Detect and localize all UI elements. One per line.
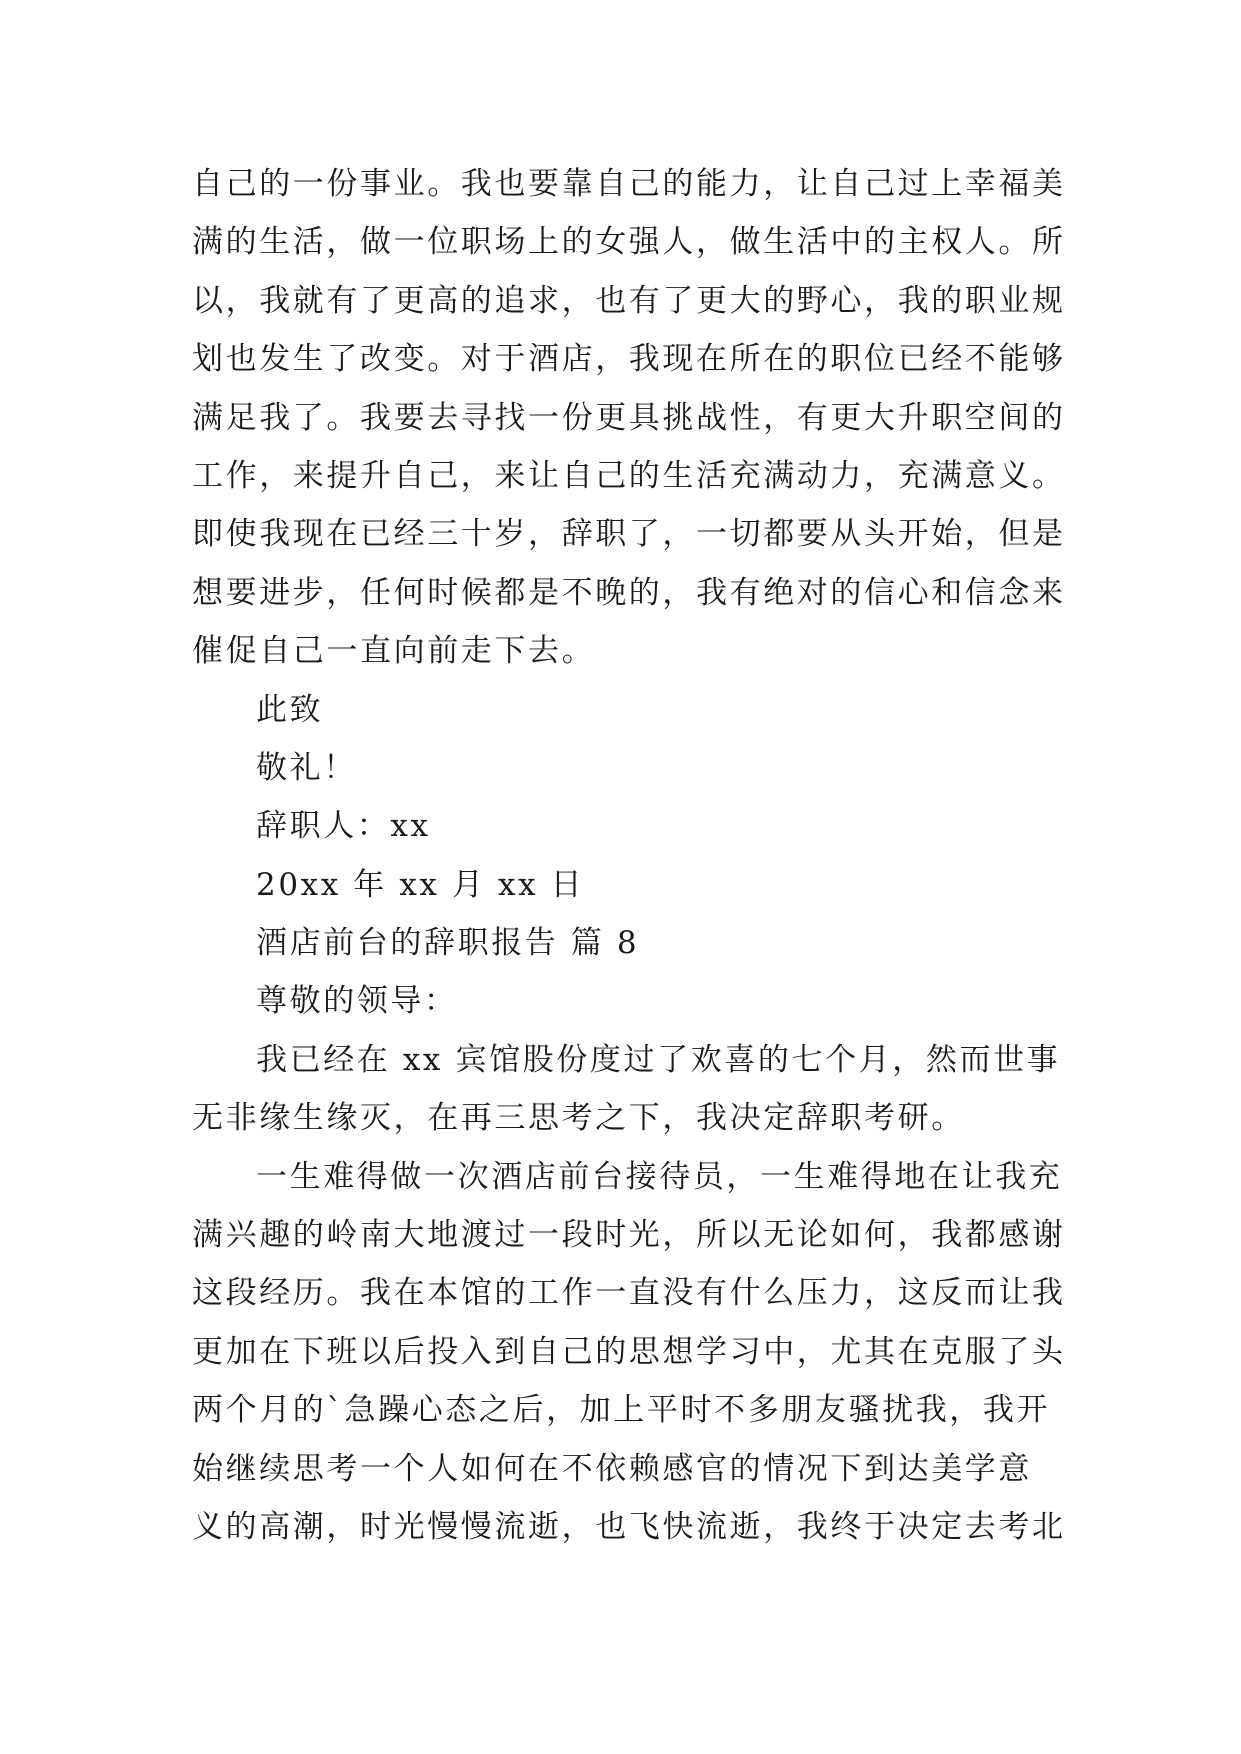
paragraph-line: 义的高潮，时光慢慢流逝，也飞快流逝，我终于决定去考北	[192, 1508, 1066, 1545]
paragraph-line: 更加在下班以后投入到自己的思想学习中，尤其在克服了头	[192, 1333, 1066, 1370]
paragraph-line: 两个月的`急躁心态之后，加上平时不多朋友骚扰我，我开	[192, 1392, 1051, 1429]
paragraph-line: 始继续思考一个人如何在不依赖感官的情况下到达美学意	[192, 1450, 1032, 1487]
signature-date: 20xx 年 xx 月 xx 日	[256, 866, 585, 903]
paragraph-line: 即使我现在已经三十岁，辞职了，一切都要从头开始，但是	[192, 516, 1066, 553]
paragraph-line: 满足我了。我要去寻找一份更具挑战性，有更大升职空间的	[192, 399, 1066, 436]
letter-greeting: 尊敬的领导：	[256, 983, 458, 1020]
document-body	[192, 155, 1066, 1556]
paragraph-line: 满兴趣的岭南大地渡过一段时光，所以无论如何，我都感谢	[192, 1217, 1066, 1254]
paragraph-line: 这段经历。我在本馆的工作一直没有什么压力，这反而让我	[192, 1275, 1066, 1312]
paragraph-line: 满的生活，做一位职场上的女强人，做生活中的主权人。所	[192, 224, 1066, 261]
paragraph-line: 一生难得做一次酒店前台接待员，一生难得地在让我充	[256, 1158, 1063, 1195]
paragraph-line: 我已经在 xx 宾馆股份度过了欢喜的七个月，然而世事	[256, 1041, 1061, 1078]
paragraph-line: 无非缘生缘灭，在再三思考之下，我决定辞职考研。	[192, 1100, 965, 1137]
paragraph-line: 工作，来提升自己，来让自己的生活充满动力，充满意义。	[192, 457, 1066, 494]
paragraph-line: 催促自己一直向前走下去。	[192, 633, 596, 670]
paragraph-line: 划也发生了改变。对于酒店，我现在所在的职位已经不能够	[192, 341, 1066, 378]
section-title: 酒店前台的辞职报告 篇 8	[256, 925, 640, 962]
closing-salutation: 此致	[256, 691, 324, 728]
signature-name: 辞职人：xx	[256, 808, 431, 845]
paragraph-line: 自己的一份事业。我也要靠自己的能力，让自己过上幸福美	[192, 166, 1066, 202]
closing-regards: 敬礼！	[256, 749, 357, 786]
paragraph-line: 以，我就有了更高的追求，也有了更大的野心，我的职业规	[192, 282, 1066, 319]
paragraph-line: 想要进步，任何时候都是不晚的，我有绝对的信心和信念来	[192, 574, 1066, 611]
